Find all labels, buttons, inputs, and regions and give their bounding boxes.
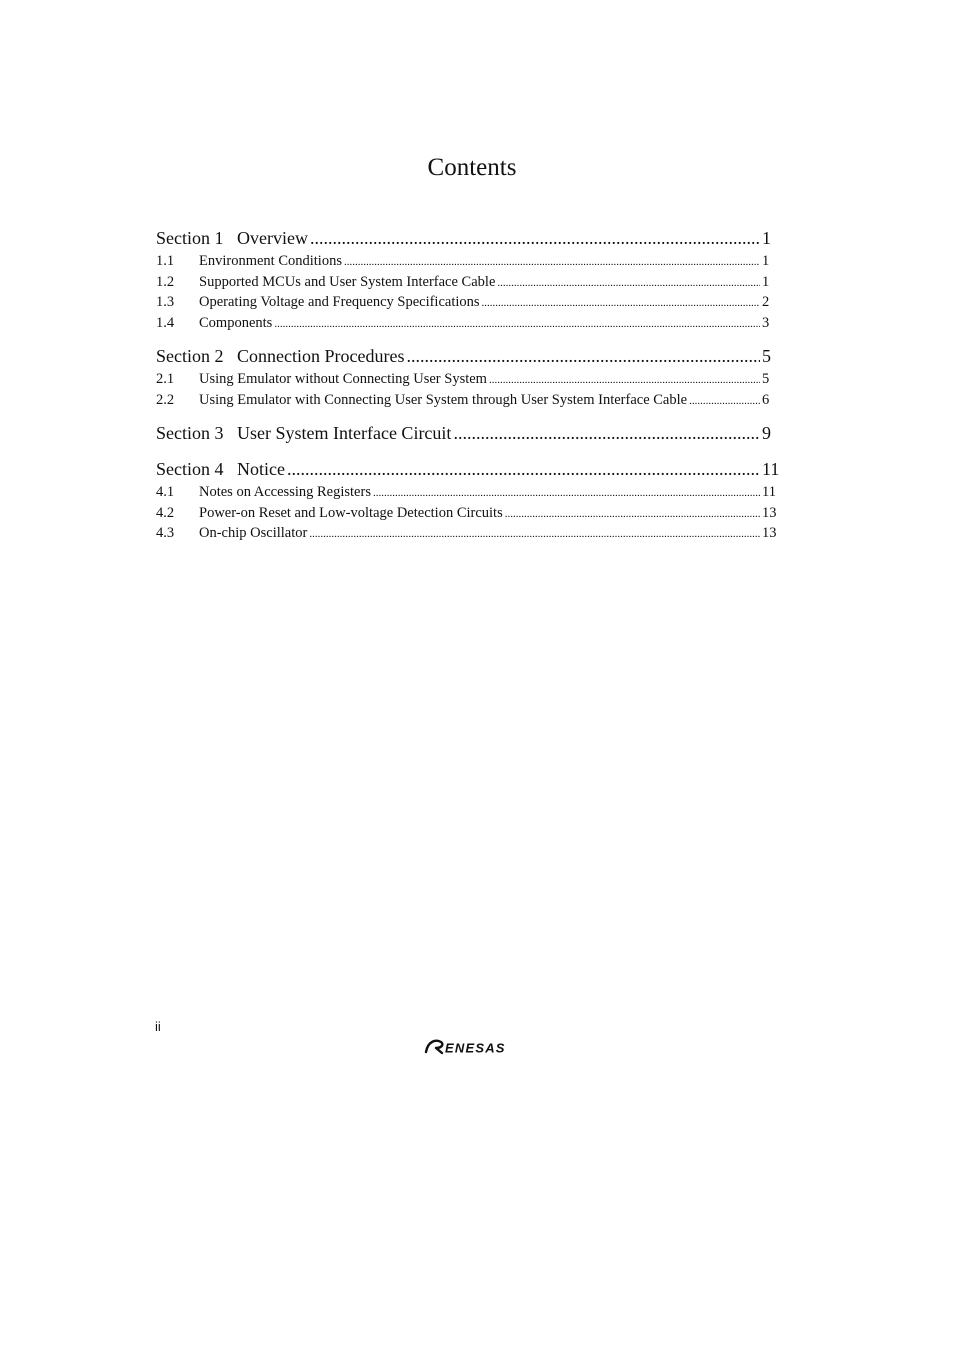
toc-section-entry[interactable] — [156, 459, 780, 484]
toc-subsection-entry[interactable] — [156, 253, 780, 274]
toc-section-entry[interactable] — [156, 228, 780, 253]
subsection-number: 4.3 — [156, 525, 175, 541]
dot-leader — [287, 459, 760, 480]
subsection-page: 5 — [762, 371, 770, 387]
subsection-page: 1 — [762, 273, 770, 290]
subsection-number: 1.4 — [156, 314, 175, 331]
toc-subsection-entry[interactable] — [156, 505, 780, 526]
subsection-page: 11 — [762, 484, 776, 500]
svg-text:ENESAS: ENESAS — [445, 1040, 506, 1056]
footer-page-number: ii — [155, 1019, 161, 1034]
subsection-title: Components — [199, 314, 273, 331]
subsection-number: 2.1 — [156, 371, 175, 387]
toc-subsection-entry[interactable] — [156, 371, 780, 392]
toc-section-entry[interactable] — [156, 346, 780, 371]
section-title: Connection Procedures — [237, 346, 405, 366]
section-page: 5 — [762, 346, 771, 366]
dot-leader — [373, 487, 760, 499]
subsection-number: 1.3 — [156, 294, 175, 310]
dot-leader — [274, 318, 760, 330]
subsection-title: Using Emulator without Connecting User System — [199, 371, 487, 387]
section-number: Section 2 — [156, 346, 224, 366]
dot-leader — [310, 228, 760, 249]
subsection-number: 1.1 — [156, 253, 175, 269]
subsection-page: 6 — [762, 391, 770, 408]
dot-leader — [489, 374, 760, 386]
subsection-title: Using Emulator with Connecting User System through User System Interface Cable — [199, 391, 688, 408]
renesas-logo — [424, 1038, 524, 1061]
section-page: 1 — [762, 228, 771, 248]
dot-leader — [453, 423, 760, 444]
subsection-number: 4.2 — [156, 504, 175, 521]
dot-leader — [406, 346, 760, 367]
dot-leader — [505, 508, 760, 520]
toc-section-3 — [156, 423, 780, 448]
toc-section-entry[interactable] — [156, 423, 780, 448]
subsection-number: 4.1 — [156, 484, 175, 500]
dot-leader — [309, 528, 760, 540]
dot-leader — [689, 395, 760, 407]
toc-subsection-entry[interactable] — [156, 484, 780, 505]
section-number: Section 4 — [156, 459, 224, 479]
subsection-title: Operating Voltage and Frequency Specifications — [199, 294, 480, 310]
subsection-page: 2 — [762, 294, 770, 310]
page-title: Contents — [427, 154, 517, 181]
dot-leader — [344, 256, 760, 268]
subsection-page: 13 — [762, 504, 777, 521]
toc-subsection-entry[interactable] — [156, 392, 780, 413]
section-title: Overview — [237, 228, 308, 248]
renesas-logo-icon — [424, 1038, 524, 1056]
toc-subsection-entry[interactable] — [156, 315, 780, 336]
toc-section-1 — [156, 228, 780, 335]
toc-subsection-entry[interactable] — [156, 274, 780, 295]
section-page: 9 — [762, 423, 771, 443]
subsection-title: Environment Conditions — [199, 253, 342, 269]
dot-leader — [482, 297, 760, 309]
subsection-number: 1.2 — [156, 273, 175, 290]
subsection-title: Power-on Reset and Low-voltage Detection Circuits — [199, 504, 503, 521]
section-number: Section 1 — [156, 228, 224, 248]
subsection-title: Notes on Accessing Registers — [199, 484, 371, 500]
subsection-title: Supported MCUs and User System Interface Cable — [199, 273, 496, 290]
subsection-title: On-chip Oscillator — [199, 525, 308, 541]
section-title: User System Interface Circuit — [237, 423, 452, 443]
subsection-page: 3 — [762, 314, 770, 331]
subsection-page: 13 — [762, 525, 777, 541]
toc-subsection-entry[interactable] — [156, 294, 780, 315]
toc-section-4 — [156, 459, 780, 546]
toc-section-2 — [156, 346, 780, 412]
subsection-page: 1 — [762, 253, 770, 269]
dot-leader — [497, 277, 760, 289]
table-of-contents — [156, 228, 780, 546]
section-title: Notice — [237, 459, 285, 479]
section-number: Section 3 — [156, 423, 224, 443]
section-page: 11 — [762, 459, 780, 479]
subsection-number: 2.2 — [156, 391, 175, 408]
toc-subsection-entry[interactable] — [156, 525, 780, 546]
